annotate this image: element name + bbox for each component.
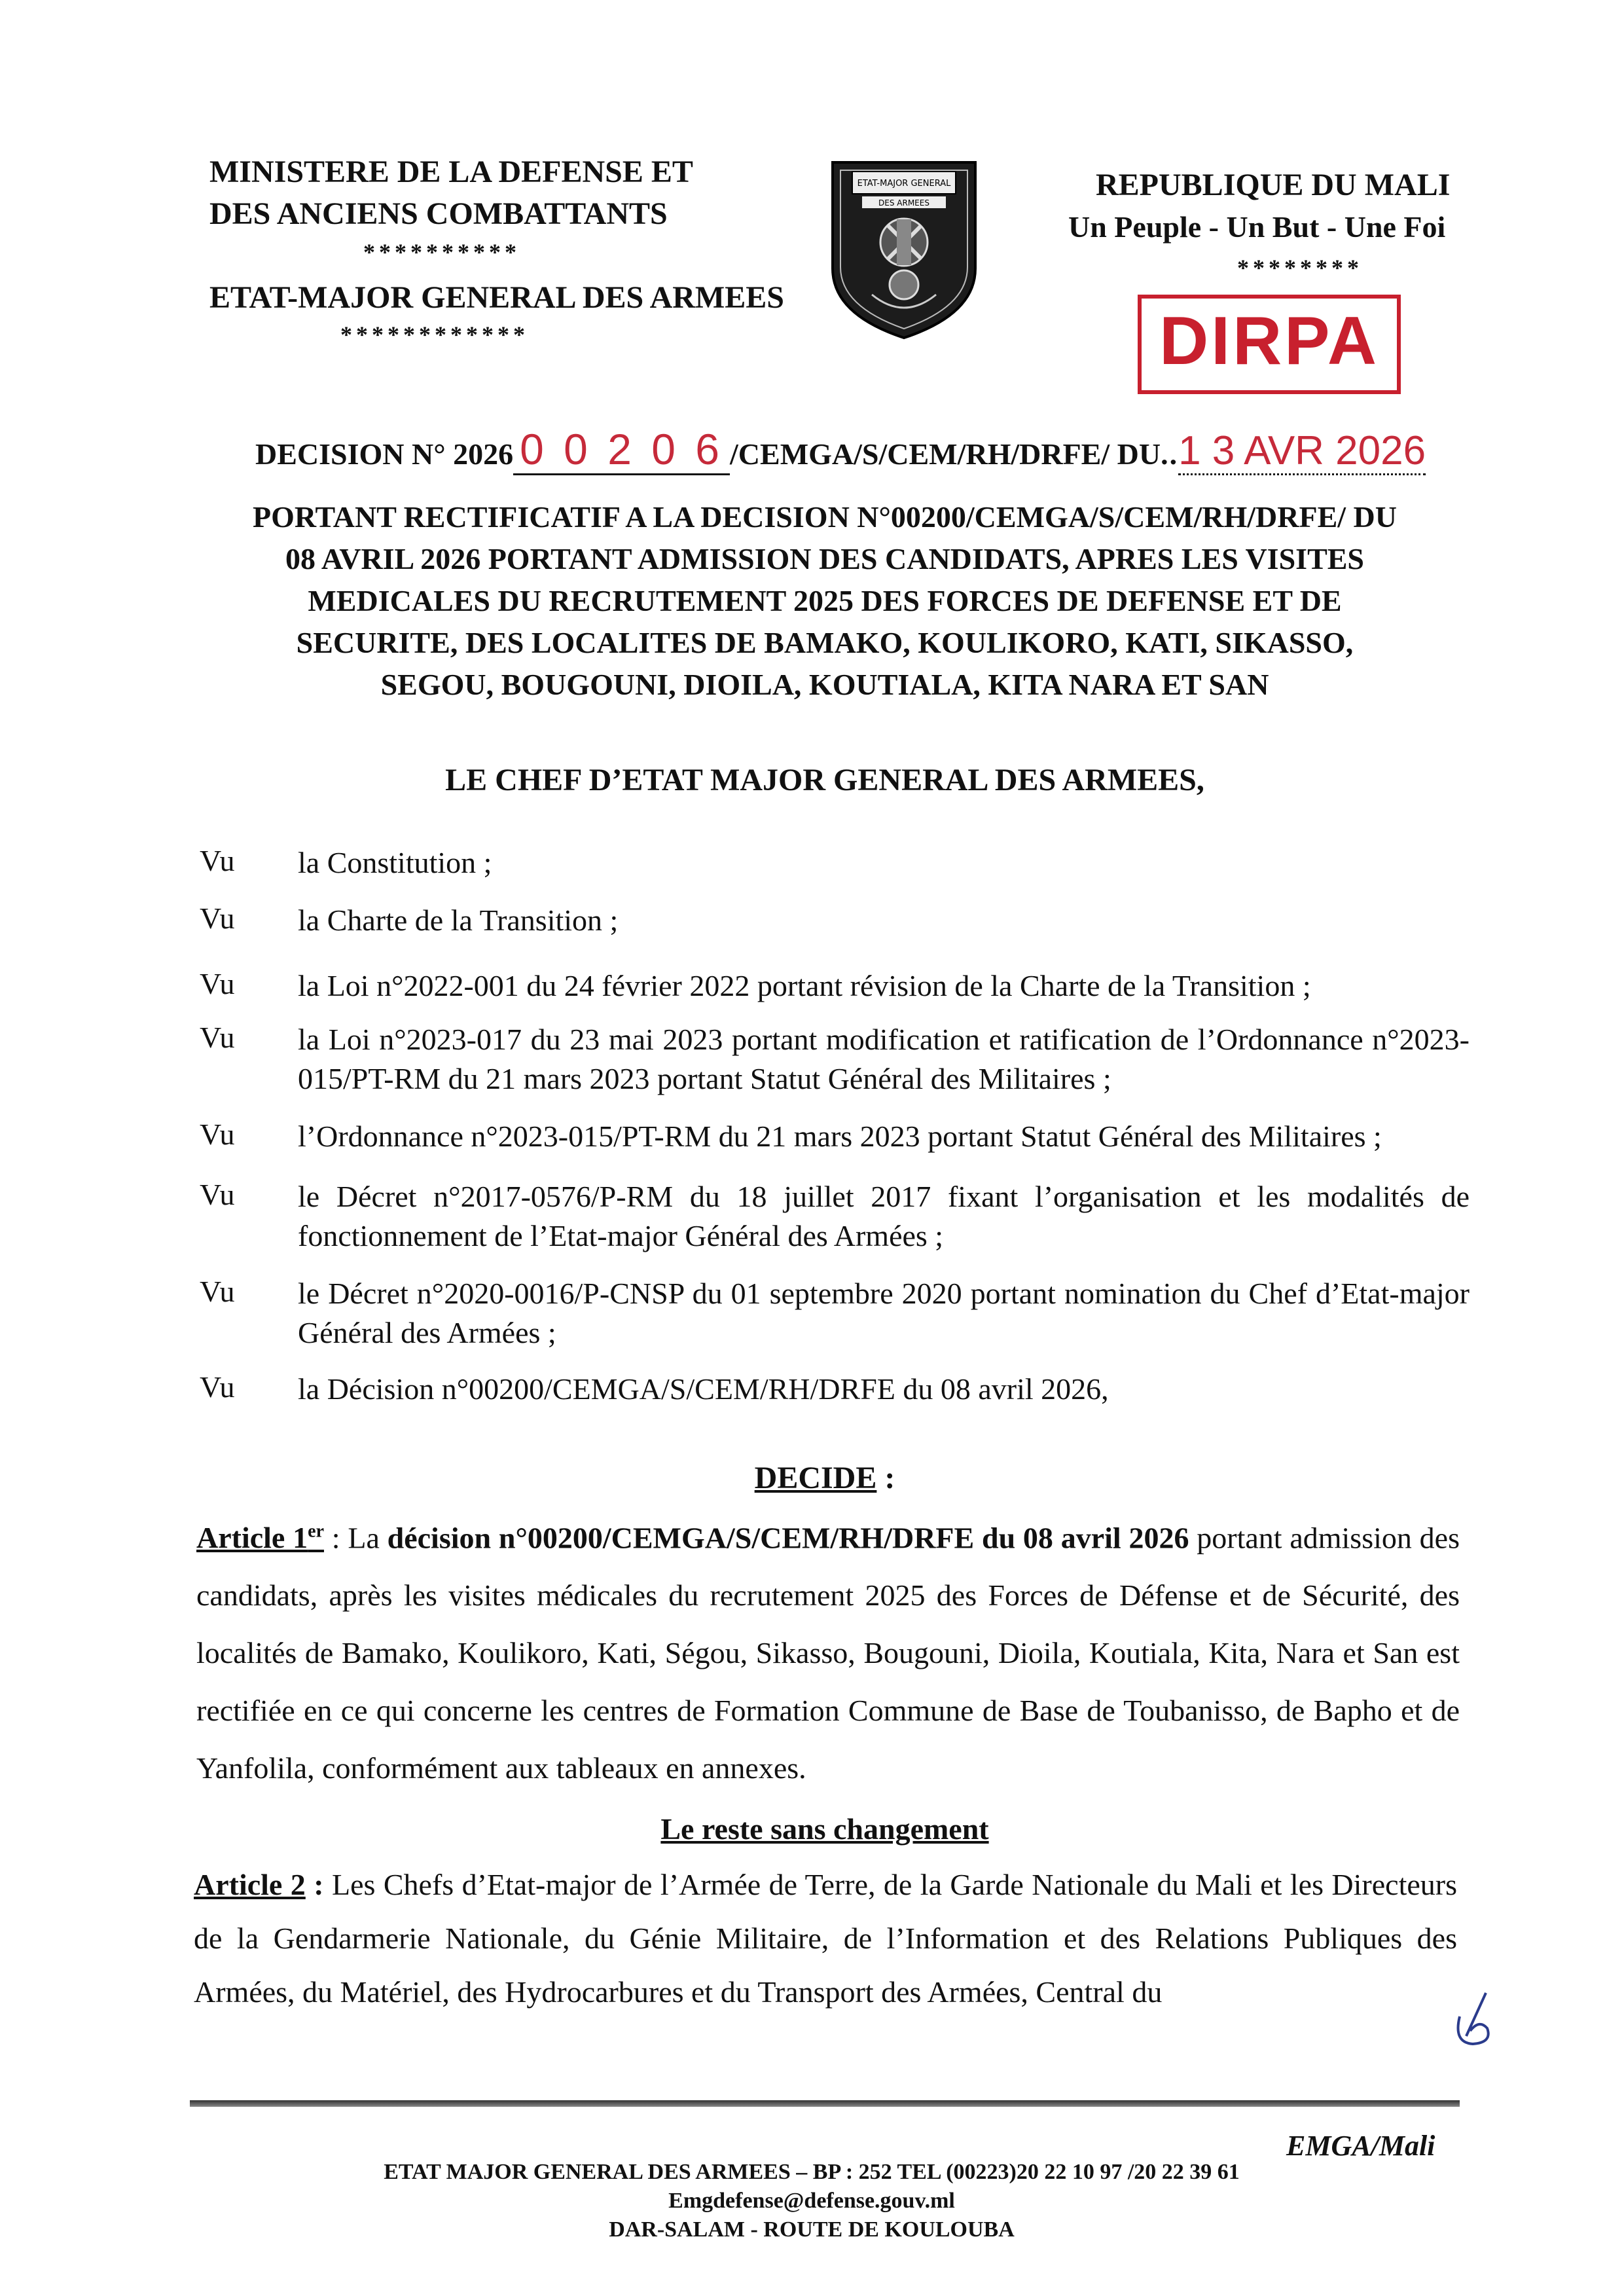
article-1-sep: : La — [324, 1521, 388, 1555]
visa-text: la Loi n°2023-017 du 23 mai 2023 portant modification et ratification de l’Ordonnance n°2023-015/PT-RM du 21 mars 2023 portant Statut Général des Militaires ; — [298, 1023, 1470, 1095]
title-line: SEGOU, BOUGOUNI, DIOILA, KOUTIALA, KITA NARA ET SAN — [380, 668, 1269, 701]
title-line: MEDICALES DU RECRUTEMENT 2025 DES FORCES DE DEFENSE ET DE — [308, 584, 1342, 617]
decision-date: 1 3 AVR 2026 — [1178, 428, 1426, 475]
visa-text: l’Ordonnance n°2023-015/PT-RM du 21 mars 2023 portant Statut Général des Militaires ; — [298, 1120, 1382, 1153]
vu-label: Vu — [200, 844, 235, 877]
vu-label: Vu — [200, 902, 235, 935]
ministry-line1: MINISTERE DE LA DEFENSE ET — [209, 155, 693, 189]
ministry-line2: DES ANCIENS COMBATTANTS — [209, 196, 668, 231]
republic-name: REPUBLIQUE DU MALI — [1096, 168, 1451, 202]
ministry-separator-2: ************ — [340, 321, 529, 348]
visa-text: la Charte de la Transition ; — [298, 903, 619, 937]
decision-number-line: DECISION N° 2026 0 0 2 0 6 /CEMGA/S/CEM/RH/DRFE/ DU..1 3 AVR 2026 — [255, 424, 1426, 474]
title-line: 08 AVRIL 2026 PORTANT ADMISSION DES CANDIDATS, APRES LES VISITES — [285, 542, 1365, 575]
article-2 — [194, 1858, 1457, 2019]
decide-colon: : — [876, 1461, 895, 1495]
decision-reference: /CEMGA/S/CEM/RH/DRFE/ DU — [730, 437, 1161, 471]
article-1-text: portant admission des candidats, après les visites médicales du recrutement 2025 des Forces de Défense et de Sécurité, des localités de Bamako, Koulikoro, Kati, Ségou, Sikasso, Bougouni, Dioila, Koutiala, Kita, Nara et San est rectifiée en ce qui concerne les centres de Formation Commune de Base de Toubanisso, de Bapho et de Yanfolila, conformément aux tableaux en annexes. — [196, 1521, 1460, 1785]
footer-line-1: ETAT MAJOR GENERAL DES ARMEES – BP : 252 TEL (00223)20 22 10 97 /20 22 39 61 — [384, 2160, 1240, 2184]
article-2-sep: : — [305, 1868, 332, 1901]
authority-heading: LE CHEF D’ETAT MAJOR GENERAL DES ARMEES, — [445, 763, 1204, 797]
visa-text: la Décision n°00200/CEMGA/S/CEM/RH/DRFE du 08 avril 2026, — [298, 1372, 1109, 1406]
visa-text: le Décret n°2020-0016/P-CNSP du 01 septembre 2020 portant nomination du Chef d’Etat-major Général des Armées ; — [298, 1277, 1470, 1349]
title-line: PORTANT RECTIFICATIF A LA DECISION N°00200/CEMGA/S/CEM/RH/DRFE/ DU — [253, 500, 1397, 534]
decision-number: 0 0 2 0 6 — [513, 425, 730, 475]
title-line: SECURITE, DES LOCALITES DE BAMAKO, KOULIKORO, KATI, SIKASSO, — [296, 626, 1354, 659]
vu-label: Vu — [200, 1370, 235, 1404]
vu-label: Vu — [200, 1178, 235, 1211]
footer-line-3: DAR-SALAM - ROUTE DE KOULOUBA — [609, 2217, 1015, 2242]
visa-text: la Loi n°2022-001 du 24 février 2022 portant révision de la Charte de la Transition ; — [298, 969, 1311, 1002]
footer-email: Emgdefense@defense.gouv.ml — [668, 2189, 955, 2213]
article-1-reference: décision n°00200/CEMGA/S/CEM/RH/DRFE du 08 avril 2026 — [387, 1521, 1189, 1555]
decision-prefix: DECISION N° 2026 — [255, 437, 514, 471]
vu-label: Vu — [200, 1275, 235, 1308]
ministry-separator: ********** — [363, 239, 520, 265]
visa-text: le Décret n°2017-0576/P-RM du 18 juillet 2017 fixant l’organisation et les modalités de fonctionnement de l’Etat-major Général des Armées ; — [298, 1180, 1470, 1252]
article-2-label: Article 2 — [194, 1868, 306, 1901]
footer-signature: EMGA/Mali — [1286, 2130, 1435, 2162]
initials-signature — [1447, 1990, 1499, 2049]
footer-address — [157, 2158, 1466, 2244]
article-1-label: Article 1er — [196, 1521, 324, 1555]
emblem-text: ETAT-MAJOR GENERAL — [857, 179, 951, 189]
dirpa-stamp: DIRPA — [1138, 295, 1401, 394]
decide-word: DECIDE — [754, 1461, 877, 1495]
article-1 — [196, 1503, 1460, 1797]
republic-motto: Un Peuple - Un But - Une Foi — [1068, 210, 1446, 244]
decide-heading — [170, 1457, 1479, 1499]
ministry-line3: ETAT-MAJOR GENERAL DES ARMEES — [209, 280, 784, 315]
army-emblem-logo — [826, 157, 982, 342]
footer-divider — [190, 2100, 1460, 2107]
reste-sans-changement: Le reste sans changement — [660, 1812, 989, 1846]
republic-separator: ******** — [1237, 255, 1363, 281]
svg-text:DES ARMEES: DES ARMEES — [878, 198, 929, 208]
decision-title — [170, 496, 1479, 706]
vu-label: Vu — [200, 1021, 235, 1054]
vu-label: Vu — [200, 1118, 235, 1151]
visa-text: la Constitution ; — [298, 846, 492, 879]
vu-label: Vu — [200, 967, 235, 1000]
article-2-text: Les Chefs d’Etat-major de l’Armée de Terre, de la Garde Nationale du Mali et les Directeurs de la Gendarmerie Nationale, du Génie Militaire, de l’Information et des Relations Publiques des Armées, du Matériel, des Hydrocarbures et du Transport des Armées, Central du — [194, 1868, 1457, 2009]
